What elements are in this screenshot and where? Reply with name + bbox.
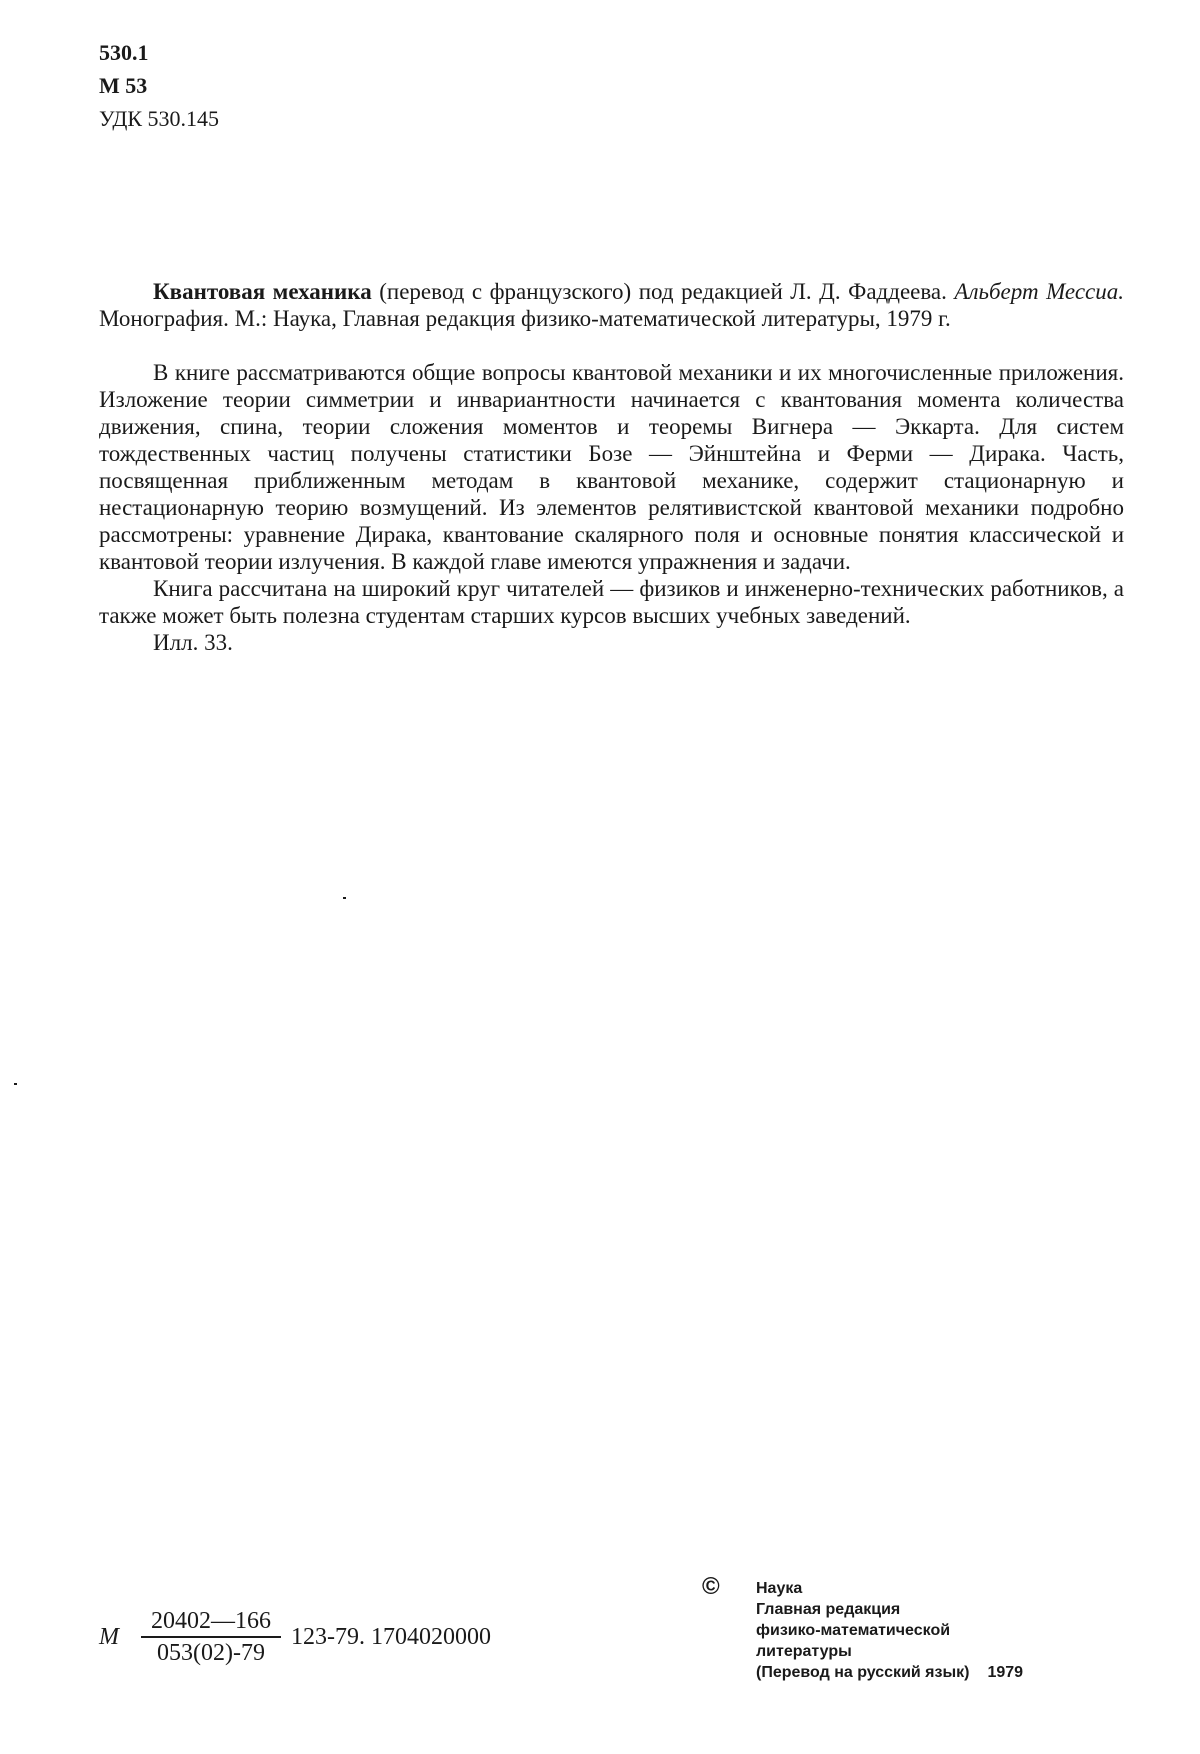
print-speck (14, 1083, 17, 1085)
publisher-division-1: Главная редакция (756, 1601, 901, 1618)
biblio-text-2: Монография. М.: Наука, Главная редакция физико-математической литературы, 1979 г. (99, 306, 951, 331)
imprint-numerator: 20402—166 (151, 1608, 271, 1634)
imprint-denominator: 053(02)-79 (157, 1640, 265, 1666)
translation-note: (Перевод на русский язык) (756, 1664, 970, 1681)
fraction-bar (141, 1636, 281, 1638)
illustrations-count: Илл. 33. (153, 630, 233, 655)
summary-paragraph: В книге рассматриваются общие вопросы квантовой механики и их многочисленные приложения. Изложение теории симметрии и инвариантности начинается с квантования момента количества движения, спина, теории сложения моментов и теоремы Вигнера — Эккарта. Для систем тождественных частиц получены статистики Бозе — Эйнштейна и Ферми — Дирака. Часть, посвященная приближенным методам в квантовой механике, содержит стационарную и нестационарную теорию возмущений. Из элементов релятивистской квантовой механики подробно рассмотрены: уравнение Дирака, квантование скалярного поля и основные понятия классической и квантовой теории излучения. В каждой главе имеются упражнения и задачи. (99, 360, 1124, 574)
publisher-division-3: литературы (756, 1643, 852, 1660)
annotation-block (99, 278, 1124, 656)
biblio-text-1: (перевод с французского) под редакцией Л. Д. Фаддеева. (371, 279, 955, 304)
book-title: Квантовая механика (153, 279, 372, 304)
print-speck (343, 897, 346, 899)
imprint-letter: М (99, 1624, 119, 1650)
publisher-division-2: физико-математической (756, 1622, 951, 1639)
copyright-icon: © (702, 1573, 720, 1600)
imprint-number: 123-79. 1704020000 (291, 1624, 491, 1650)
author-mark: М 53 (99, 73, 148, 98)
translation-note-line (756, 1662, 1023, 1683)
copyright-year: 1979 (987, 1664, 1024, 1681)
author-name: Альберт Мессиа. (954, 279, 1124, 304)
bibliographic-description (99, 278, 1124, 332)
audience-paragraph: Книга рассчитана на широкий круг читателей — физиков и инженерно-технических работников, а также может быть полезна студентам старших курсов высших учебных заведений. (99, 576, 1124, 628)
imprint-fraction (141, 1607, 281, 1667)
bbk-index: 530.1 (99, 40, 149, 65)
udk-code: УДК 530.145 (99, 106, 220, 131)
copyright-lines (756, 1578, 1023, 1683)
classification-block (99, 36, 219, 135)
publisher-name: Наука (756, 1580, 803, 1597)
